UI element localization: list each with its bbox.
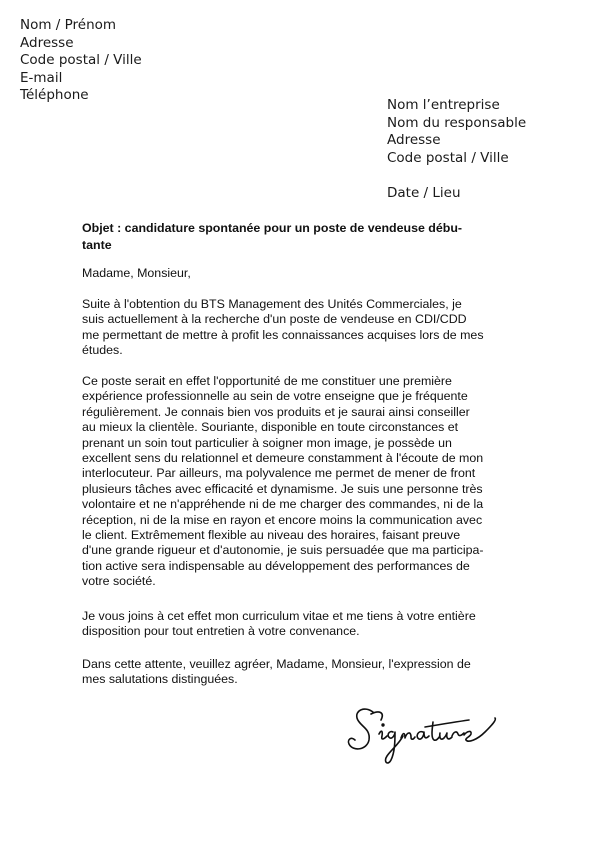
paragraph-line: études. — [82, 343, 123, 358]
paragraph-line: tion active sera indispensable au développement des performances de — [82, 558, 470, 573]
letter-subject — [82, 220, 512, 253]
recipient-postal-city: Code postal / Ville — [387, 149, 509, 166]
paragraph-line: mes salutations distinguées. — [82, 672, 238, 687]
paragraph-line: prenant un soin tout particulier à soigner mon image, je possède un — [82, 435, 452, 450]
paragraph-line: Suite à l'obtention du BTS Management des Unités Commerciales, je — [82, 297, 462, 311]
paragraph-line: votre société. — [82, 574, 156, 589]
paragraph-line: le client. Extrêmement flexible au niveau des horaires, faisant preuve — [82, 528, 461, 543]
sender-phone: Téléphone — [20, 87, 89, 104]
paragraph-line: au mieux la clientèle. Souriante, disponible en toute circonstances et — [82, 420, 459, 435]
paragraph-line: suis actuellement à la recherche d'un poste de vendeuse en CDI/CDD — [82, 312, 467, 327]
sender-name: Nom / Prénom — [20, 17, 117, 33]
signature — [345, 700, 505, 780]
paragraph-intro — [82, 297, 522, 359]
recipient-address-block — [387, 97, 526, 167]
sender-address-block — [20, 17, 142, 105]
paragraph-line: réception, ni de la mise en rayon et encore moins la communication avec — [82, 512, 483, 527]
sender-address: Adresse — [20, 34, 74, 51]
paragraph-line: régulièrement. Je connais bien vos produits et je saurai ainsi conseiller — [82, 404, 470, 419]
recipient-address: Adresse — [387, 132, 441, 148]
paragraph-line: interlocuteur. Par ailleurs, ma polyvalence me permet de mener de front — [82, 466, 476, 481]
paragraph-line: volontaire et ne n'appréhende ni de me charger des commandes, ni de la — [82, 497, 484, 512]
paragraph-line: disposition pour tout entretien à votre convenance. — [82, 624, 360, 639]
paragraph-line: plusieurs tâches avec efficacité et dynamisme. Je suis une personne très — [82, 481, 483, 496]
paragraph-line: me permettant de mettre à profit les connaissances acquises lors de mes — [82, 327, 484, 342]
paragraph-line: expérience professionnelle au sein de votre enseigne que je fréquente — [82, 389, 468, 404]
paragraph-motivation — [82, 374, 522, 590]
subject-line: tante — [82, 237, 112, 252]
paragraph-line: excellent sens du relationnel et demeure constamment à l'écoute de mon — [82, 451, 484, 466]
recipient-company: Nom l’entreprise — [387, 97, 500, 113]
paragraph-closing — [82, 657, 522, 688]
paragraph-line: Dans cette attente, veuillez agréer, Madame, Monsieur, l'expression de — [82, 657, 471, 671]
handwritten-signature-icon — [345, 700, 505, 780]
date-place: Date / Lieu — [387, 185, 461, 201]
paragraph-line: d'une grande rigueur et d'autonomie, je suis persuadée que ma participa- — [82, 543, 484, 558]
recipient-manager: Nom du responsable — [387, 114, 527, 131]
sender-email: E-mail — [20, 69, 63, 86]
paragraph-attachment — [82, 609, 522, 640]
subject-line: Objet : candidature spontanée pour un poste de vendeuse débu- — [82, 221, 463, 235]
paragraph-line: Ce poste serait en effet l'opportunité de me constituer une première — [82, 374, 452, 388]
sender-postal-city: Code postal / Ville — [20, 52, 142, 69]
paragraph-line: Je vous joins à cet effet mon curriculum vitae et me tiens à votre entière — [82, 609, 476, 623]
salutation: Madame, Monsieur, — [82, 266, 191, 280]
